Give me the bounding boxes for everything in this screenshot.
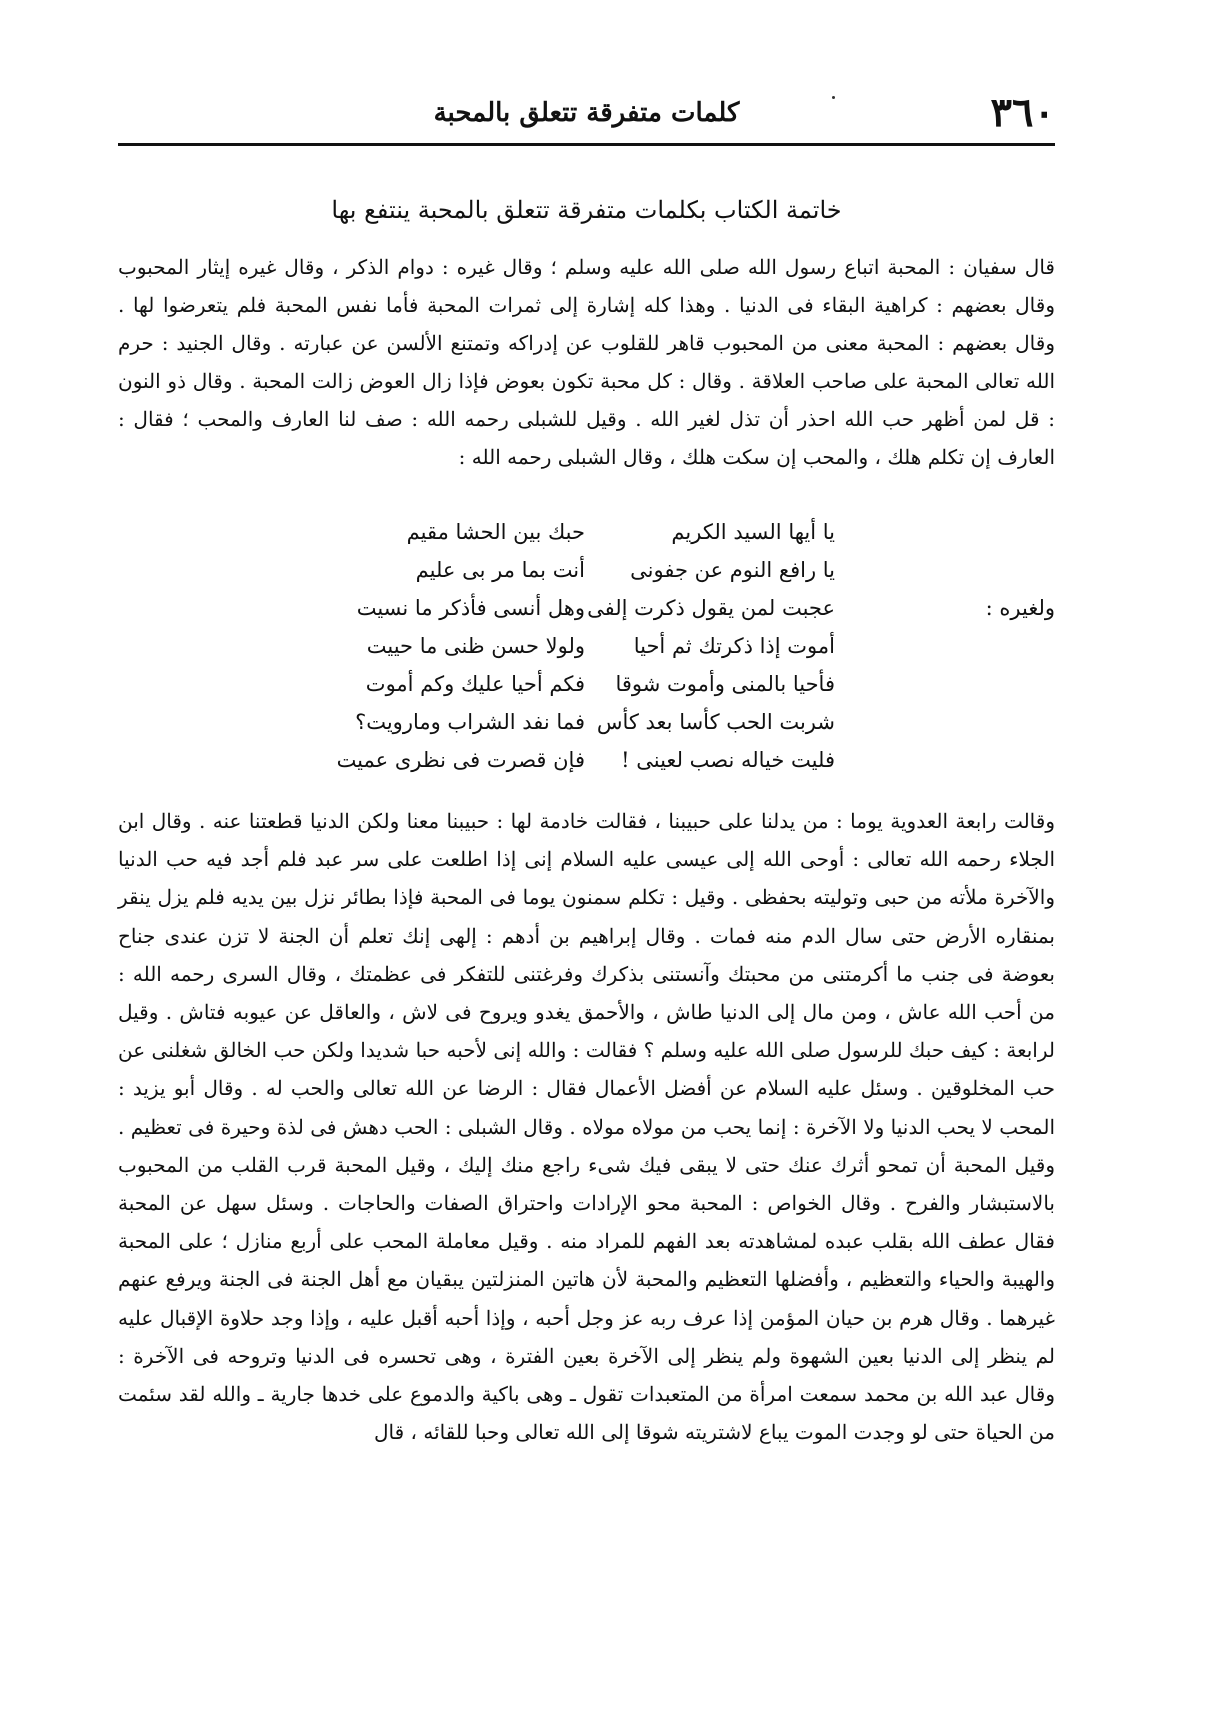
poem-verse: [118, 664, 1055, 704]
verse-first-hemistich: يا أيها السيد الكريم: [671, 520, 835, 544]
verse-first-hemistich: أموت إذا ذكرتك ثم أحيا: [633, 634, 835, 658]
paragraph-1: قال سفيان : المحبة اتباع رسول الله صلى الله عليه وسلم ؛ وقال غيره : دوام الذكر ، وقال غيره إيثار المحبوب وقال بعضهم : كراهية البقاء فى الدنيا . وهذا كله إشارة إلى ثمرات المحبة فأما نفس المحبة فلم يتعرضوا لها . وقال بعضهم : المحبة معنى من المحبوب قاهر للقلوب عن إدراكه وتمتنع الألسن عن عبارته . وقال الجنيد : حرم الله تعالى المحبة على صاحب العلاقة . وقال : كل محبة تكون بعوض فإذا زال العوض زالت المحبة . وقال ذو النون : قل لمن أظهر حب الله احذر أن تذل لغير الله . وقيل للشبلى رحمه الله : صف لنا العارف والمحب ؛ فقال : العارف إن تكلم هلك ، والمحب إن سكت هلك ، وقال الشبلى رحمه الله :: [118, 255, 1055, 469]
verse-second-hemistich: وهل أنسى فأذكر ما نسيت: [356, 596, 585, 620]
verse-first-hemistich: يا رافع النوم عن جفونى: [630, 558, 835, 582]
header-rule: [118, 143, 1055, 146]
verse-first-hemistich: شربت الحب كأسا بعد كأس: [596, 710, 835, 734]
verse-second-hemistich: حبك بين الحشا مقيم: [406, 520, 585, 544]
ink-speck: [832, 96, 835, 99]
section-title: خاتمة الكتاب بكلمات متفرقة تتعلق بالمحبة ينتفع بها: [331, 196, 842, 224]
poem-verse: [118, 512, 1055, 552]
verse-second-hemistich: ولولا حسن ظنى ما حييت: [366, 634, 585, 658]
running-title: كلمات متفرقة تتعلق بالمحبة: [433, 98, 740, 128]
poem-verse: [118, 702, 1055, 742]
poem-block: [118, 512, 1055, 788]
verse-first-hemistich: فأحيا بالمنى وأموت شوقا: [615, 672, 835, 696]
verse-second-hemistich: فإن قصرت فى نظرى عميت: [336, 748, 585, 772]
page-number: ٣٦٠: [990, 89, 1055, 136]
poem-intro: ولغيره :: [985, 596, 1055, 620]
verse-first-hemistich: فليت خياله نصب لعينى !: [621, 748, 835, 772]
verse-second-hemistich: فكم أحيا عليك وكم أموت: [365, 672, 585, 696]
poem-verse: [118, 550, 1055, 590]
poem-verse: [118, 588, 1055, 628]
poem-verse: [118, 740, 1055, 780]
page-header: [118, 88, 1055, 138]
paragraph-2: وقالت رابعة العدوية يوما : من يدلنا على حبيبنا ، فقالت خادمة لها : حبيبنا معنا ولكن الدنيا قطعتنا عنه . وقال ابن الجلاء رحمه الله تعالى : أوحى الله إلى عيسى عليه السلام إنى إذا اطلعت على سر عبد فلم أجد فيه حب الدنيا والآخرة ملأته من حبى وتوليته بحفظى . وقيل : تكلم سمنون يوما فى المحبة فإذا بطائر نزل بين يديه فلم يزل ينقر بمنقاره الأرض حتى سال الدم منه فمات . وقال إبراهيم بن أدهم : إلهى إنك تعلم أن الجنة لا تزن عندى جناح بعوضة فى جنب ما أكرمتنى من محبتك وآنستنى بذكرك وفرغتنى للتفكر فى عظمتك ، وقال السرى رحمه الله : من أحب الله عاش ، ومن مال إلى الدنيا طاش ، والأحمق يغدو ويروح فى لاش ، والعاقل عن عيوبه فتاش . وقيل لرابعة : كيف حبك للرسول صلى الله عليه وسلم ؟ فقالت : والله إنى لأحبه حبا شديدا ولكن حب الخالق شغلنى عن حب المخلوقين . وسئل عليه السلام عن أفضل الأعمال فقال : الرضا عن الله تعالى والحب له . وقال أبو يزيد : المحب لا يحب الدنيا ولا الآخرة : إنما يحب من مولاه مولاه . وقال الشبلى : الحب دهش فى لذة وحيرة فى تعظيم . وقيل المحبة أن تمحو أثرك عنك حتى لا يبقى فيك شىء راجع منك إليك ، وقيل المحبة قرب القلب من المحبوب بالاستبشار والفرح . وقال الخواص : المحبة محو الإرادات واحتراق الصفات والحاجات . وسئل سهل عن المحبة فقال عطف الله بقلب عبده لمشاهدته بعد الفهم للمراد منه . وقيل معاملة المحب على أربع منازل ؛ على المحبة والهيبة والحياء والتعظيم ، وأفضلها التعظيم والمحبة لأن هاتين المنزلتين يبقيان مع أهل الجنة فى الجنة ويرفع عنهم غيرهما . وقال هرم بن حيان المؤمن إذا عرف ربه عز وجل أحبه ، وإذا أحبه أقبل عليه ، وإذا وجد حلاوة الإقبال عليه لم ينظر إلى الدنيا بعين الشهوة ولم ينظر إلى الآخرة بعين الفترة ، وهى تحسره فى الدنيا وتروحه فى الآخرة : وقال عبد الله بن محمد سمعت امرأة من المتعبدات تقول ـ وهى باكية والدموع على خدها جارية ـ والله لقد سئمت من الحياة حتى لو وجدت الموت يباع لاشتريته شوقا إلى الله تعالى وحبا للقائه ، قال: [118, 809, 1055, 1445]
verse-first-hemistich: عجبت لمن يقول ذكرت إلفى: [587, 596, 835, 620]
verse-second-hemistich: فما نفد الشراب ومارويت؟: [355, 710, 585, 734]
poem-verse: [118, 626, 1055, 666]
verse-second-hemistich: أنت بما مر بى عليم: [415, 558, 585, 582]
